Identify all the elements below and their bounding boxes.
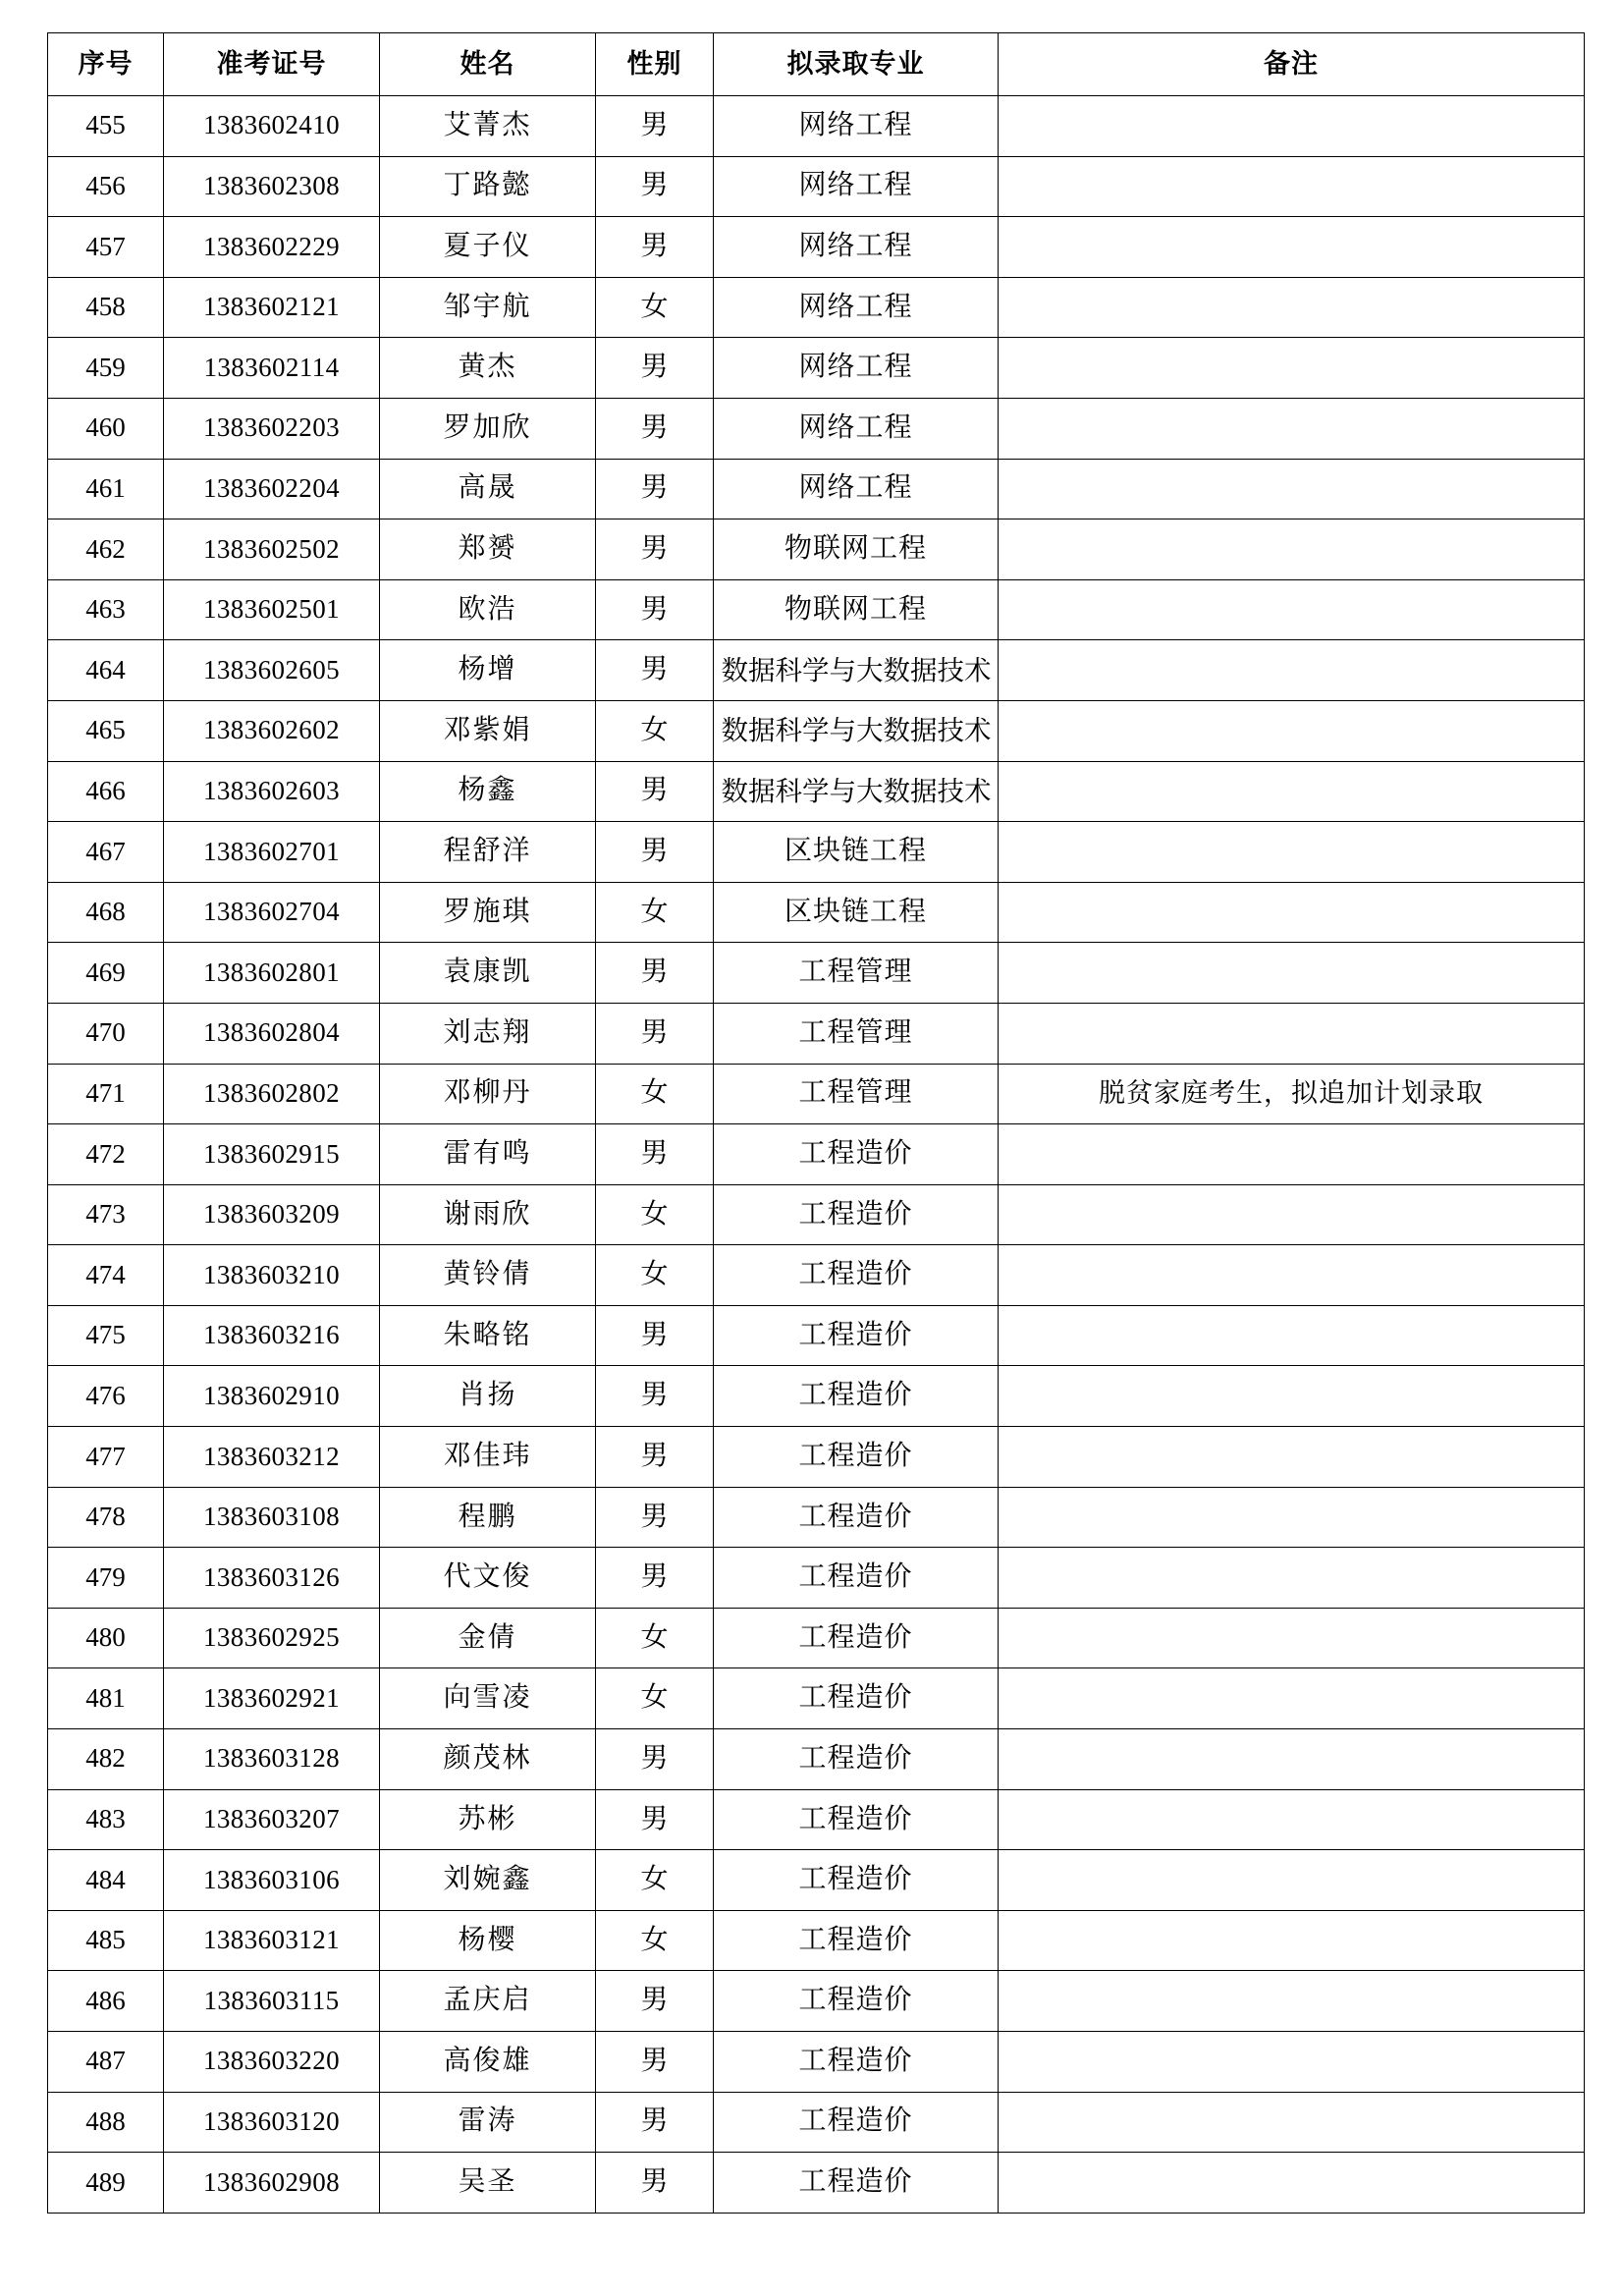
cell-gender: 男: [596, 1789, 714, 1850]
cell-gender: 男: [596, 1305, 714, 1366]
major-text: 工程造价: [798, 1137, 913, 1169]
cell-major: [714, 2032, 999, 2093]
cell-name: 孟庆启: [380, 1971, 596, 2032]
table-row: [48, 822, 1585, 883]
cell-seq: 482: [48, 1729, 164, 1790]
cell-ticket: 1383602501: [164, 579, 380, 640]
cell-remark: [999, 1427, 1585, 1488]
major-text: 网络工程: [798, 109, 913, 140]
cell-seq: 488: [48, 2092, 164, 2153]
cell-major: [714, 1850, 999, 1911]
cell-ticket: 1383602704: [164, 882, 380, 943]
cell-major: [714, 1003, 999, 1064]
cell-name: 邹宇航: [380, 277, 596, 338]
cell-gender: 男: [596, 156, 714, 217]
cell-ticket: 1383603108: [164, 1487, 380, 1548]
cell-seq: 461: [48, 459, 164, 519]
cell-remark: [999, 943, 1585, 1004]
cell-seq: 477: [48, 1427, 164, 1488]
cell-name: 向雪凌: [380, 1668, 596, 1729]
cell-seq: 471: [48, 1064, 164, 1124]
cell-name: 刘婉鑫: [380, 1850, 596, 1911]
cell-seq: 475: [48, 1305, 164, 1366]
cell-name: 杨增: [380, 640, 596, 701]
cell-seq: 467: [48, 822, 164, 883]
major-text: 工程造价: [798, 1561, 913, 1593]
cell-name: 吴圣: [380, 2153, 596, 2214]
cell-major: [714, 338, 999, 399]
cell-major: [714, 1971, 999, 2032]
table-row: [48, 1910, 1585, 1971]
cell-major: [714, 822, 999, 883]
table-row: [48, 96, 1585, 157]
table-header: [48, 33, 1585, 96]
table-row: [48, 1487, 1585, 1548]
cell-name: 朱略铭: [380, 1305, 596, 1366]
cell-name: 黄铃倩: [380, 1245, 596, 1306]
cell-gender: 女: [596, 1064, 714, 1124]
cell-remark: [999, 1910, 1585, 1971]
cell-name: 袁康凯: [380, 943, 596, 1004]
table-row: [48, 882, 1585, 943]
cell-seq: 470: [48, 1003, 164, 1064]
major-text: 工程管理: [798, 1077, 913, 1109]
cell-seq: 476: [48, 1366, 164, 1427]
cell-name: 程鹏: [380, 1487, 596, 1548]
major-text: 工程造价: [798, 2166, 913, 2198]
cell-seq: 478: [48, 1487, 164, 1548]
cell-name: 黄杰: [380, 338, 596, 399]
column-header-name: 姓名: [380, 33, 596, 96]
cell-gender: 女: [596, 700, 714, 761]
major-text: 工程造价: [798, 1501, 913, 1532]
table-row: [48, 943, 1585, 1004]
table-row: [48, 156, 1585, 217]
major-text: 工程造价: [798, 1440, 913, 1471]
cell-major: [714, 217, 999, 278]
cell-remark: [999, 1789, 1585, 1850]
cell-gender: 男: [596, 96, 714, 157]
table-row: [48, 1548, 1585, 1609]
table-row: [48, 2153, 1585, 2214]
cell-name: 肖扬: [380, 1366, 596, 1427]
cell-gender: 男: [596, 1729, 714, 1790]
major-text: 工程造价: [798, 1864, 913, 1895]
cell-seq: 468: [48, 882, 164, 943]
cell-seq: 489: [48, 2153, 164, 2214]
cell-gender: 男: [596, 1971, 714, 2032]
cell-remark: [999, 398, 1585, 459]
cell-major: [714, 2092, 999, 2153]
table-row: [48, 277, 1585, 338]
cell-ticket: 1383603121: [164, 1910, 380, 1971]
major-text: 物联网工程: [784, 593, 927, 625]
cell-seq: 469: [48, 943, 164, 1004]
cell-remark: [999, 1850, 1585, 1911]
cell-gender: 男: [596, 943, 714, 1004]
cell-remark: [999, 1305, 1585, 1366]
cell-gender: 女: [596, 1608, 714, 1668]
cell-major: [714, 1487, 999, 1548]
major-text: 工程造价: [798, 1985, 913, 2016]
major-text: 工程管理: [798, 957, 913, 988]
cell-major: [714, 519, 999, 580]
table-row: [48, 398, 1585, 459]
cell-ticket: 1383602915: [164, 1124, 380, 1185]
column-header-remark: 备注: [999, 33, 1585, 96]
cell-name: 代文俊: [380, 1548, 596, 1609]
cell-ticket: 1383603128: [164, 1729, 380, 1790]
table-row: [48, 1124, 1585, 1185]
cell-gender: 男: [596, 2032, 714, 2093]
cell-gender: 男: [596, 2153, 714, 2214]
cell-name: 金倩: [380, 1608, 596, 1668]
cell-ticket: 1383602410: [164, 96, 380, 157]
cell-remark: [999, 1366, 1585, 1427]
cell-remark: [999, 700, 1585, 761]
cell-ticket: 1383603120: [164, 2092, 380, 2153]
table-row: [48, 338, 1585, 399]
major-text: 工程造价: [798, 1742, 913, 1774]
major-text: 工程造价: [798, 1924, 913, 1955]
major-text: 工程造价: [798, 1682, 913, 1714]
major-text: 网络工程: [798, 472, 913, 504]
cell-major: [714, 579, 999, 640]
cell-remark: [999, 338, 1585, 399]
cell-seq: 463: [48, 579, 164, 640]
cell-ticket: 1383602602: [164, 700, 380, 761]
cell-seq: 473: [48, 1184, 164, 1245]
table-row: [48, 1003, 1585, 1064]
cell-major: [714, 459, 999, 519]
column-header-gender: 性别: [596, 33, 714, 96]
cell-gender: 男: [596, 1548, 714, 1609]
cell-remark: [999, 822, 1585, 883]
cell-remark: [999, 1668, 1585, 1729]
cell-remark: [999, 156, 1585, 217]
cell-remark: [999, 2092, 1585, 2153]
cell-gender: 男: [596, 338, 714, 399]
cell-ticket: 1383602908: [164, 2153, 380, 2214]
cell-major: [714, 1305, 999, 1366]
cell-remark: 脱贫家庭考生，拟追加计划录取: [999, 1064, 1585, 1124]
cell-name: 苏彬: [380, 1789, 596, 1850]
major-text: 数据科学与大数据技术: [721, 715, 992, 746]
cell-remark: [999, 1487, 1585, 1548]
major-text: 工程管理: [798, 1016, 913, 1048]
cell-gender: 女: [596, 1245, 714, 1306]
cell-ticket: 1383603220: [164, 2032, 380, 2093]
table-row: [48, 1427, 1585, 1488]
cell-ticket: 1383602804: [164, 1003, 380, 1064]
cell-gender: 男: [596, 217, 714, 278]
major-text: 数据科学与大数据技术: [721, 654, 992, 685]
cell-name: 高晟: [380, 459, 596, 519]
cell-remark: [999, 761, 1585, 822]
cell-seq: 465: [48, 700, 164, 761]
cell-major: [714, 1789, 999, 1850]
cell-major: [714, 156, 999, 217]
cell-ticket: 1383603207: [164, 1789, 380, 1850]
cell-gender: 男: [596, 640, 714, 701]
cell-remark: [999, 882, 1585, 943]
table-row: [48, 1729, 1585, 1790]
cell-gender: 女: [596, 1850, 714, 1911]
major-text: 数据科学与大数据技术: [721, 775, 992, 806]
cell-ticket: 1383602605: [164, 640, 380, 701]
major-text: 工程造价: [798, 1259, 913, 1290]
table-row: [48, 1366, 1585, 1427]
column-header-major: 拟录取专业: [714, 33, 999, 96]
cell-name: 高俊雄: [380, 2032, 596, 2093]
table-row: [48, 2032, 1585, 2093]
table-row: [48, 519, 1585, 580]
cell-ticket: 1383602308: [164, 156, 380, 217]
table-row: [48, 579, 1585, 640]
table-row: [48, 1789, 1585, 1850]
cell-gender: 男: [596, 1003, 714, 1064]
major-text: 工程造价: [798, 2045, 913, 2076]
cell-ticket: 1383603210: [164, 1245, 380, 1306]
cell-remark: [999, 96, 1585, 157]
table-row: [48, 1184, 1585, 1245]
cell-ticket: 1383603115: [164, 1971, 380, 2032]
cell-gender: 男: [596, 2092, 714, 2153]
cell-ticket: 1383602921: [164, 1668, 380, 1729]
cell-gender: 男: [596, 519, 714, 580]
cell-ticket: 1383602502: [164, 519, 380, 580]
cell-major: [714, 1668, 999, 1729]
cell-gender: 女: [596, 1184, 714, 1245]
cell-ticket: 1383602910: [164, 1366, 380, 1427]
table-row: [48, 1850, 1585, 1911]
cell-seq: 464: [48, 640, 164, 701]
cell-gender: 男: [596, 761, 714, 822]
cell-gender: 女: [596, 277, 714, 338]
table-row: [48, 700, 1585, 761]
major-text: 物联网工程: [784, 533, 927, 565]
cell-ticket: 1383602802: [164, 1064, 380, 1124]
major-text: 工程造价: [798, 2105, 913, 2137]
table-row: [48, 1668, 1585, 1729]
table-row: [48, 761, 1585, 822]
table-body: [48, 96, 1585, 2214]
cell-name: 刘志翔: [380, 1003, 596, 1064]
cell-remark: [999, 1548, 1585, 1609]
major-text: 网络工程: [798, 231, 913, 262]
cell-major: [714, 1427, 999, 1488]
cell-major: [714, 882, 999, 943]
cell-major: [714, 1548, 999, 1609]
cell-remark: [999, 2032, 1585, 2093]
cell-name: 雷涛: [380, 2092, 596, 2153]
cell-seq: 462: [48, 519, 164, 580]
cell-ticket: 1383602603: [164, 761, 380, 822]
major-text: 工程造价: [798, 1198, 913, 1230]
table-row: [48, 1971, 1585, 2032]
cell-ticket: 1383602204: [164, 459, 380, 519]
column-header-seq: 序号: [48, 33, 164, 96]
major-text: 区块链工程: [784, 836, 927, 867]
cell-ticket: 1383602925: [164, 1608, 380, 1668]
cell-ticket: 1383602801: [164, 943, 380, 1004]
cell-major: [714, 1064, 999, 1124]
cell-gender: 女: [596, 1668, 714, 1729]
cell-seq: 481: [48, 1668, 164, 1729]
cell-seq: 458: [48, 277, 164, 338]
cell-name: 邓柳丹: [380, 1064, 596, 1124]
cell-gender: 女: [596, 882, 714, 943]
cell-major: [714, 640, 999, 701]
cell-major: [714, 2153, 999, 2214]
cell-seq: 457: [48, 217, 164, 278]
table-row: [48, 1064, 1585, 1124]
cell-name: 艾菁杰: [380, 96, 596, 157]
major-text: 工程造价: [798, 1319, 913, 1350]
cell-name: 颜茂林: [380, 1729, 596, 1790]
admission-list-table: [47, 32, 1585, 2214]
cell-gender: 男: [596, 398, 714, 459]
major-text: 区块链工程: [784, 896, 927, 927]
cell-remark: [999, 1184, 1585, 1245]
cell-major: [714, 1910, 999, 1971]
major-text: 工程造价: [798, 1380, 913, 1411]
cell-major: [714, 1184, 999, 1245]
cell-ticket: 1383603212: [164, 1427, 380, 1488]
cell-seq: 459: [48, 338, 164, 399]
cell-ticket: 1383603126: [164, 1548, 380, 1609]
cell-major: [714, 398, 999, 459]
cell-major: [714, 277, 999, 338]
cell-name: 夏子仪: [380, 217, 596, 278]
cell-remark: [999, 1003, 1585, 1064]
cell-remark: [999, 640, 1585, 701]
table-row: [48, 1305, 1585, 1366]
cell-seq: 487: [48, 2032, 164, 2093]
cell-name: 杨鑫: [380, 761, 596, 822]
cell-ticket: 1383603106: [164, 1850, 380, 1911]
cell-major: [714, 1124, 999, 1185]
cell-major: [714, 943, 999, 1004]
cell-major: [714, 1608, 999, 1668]
cell-ticket: 1383603209: [164, 1184, 380, 1245]
cell-gender: 男: [596, 822, 714, 883]
cell-name: 罗施琪: [380, 882, 596, 943]
cell-seq: 486: [48, 1971, 164, 2032]
cell-ticket: 1383602701: [164, 822, 380, 883]
major-text: 网络工程: [798, 170, 913, 201]
cell-remark: [999, 2153, 1585, 2214]
table-row: [48, 1245, 1585, 1306]
cell-gender: 男: [596, 1487, 714, 1548]
cell-gender: 男: [596, 1427, 714, 1488]
cell-ticket: 1383602121: [164, 277, 380, 338]
table-header-row: [48, 33, 1585, 96]
cell-seq: 485: [48, 1910, 164, 1971]
major-text: 网络工程: [798, 291, 913, 322]
cell-name: 杨樱: [380, 1910, 596, 1971]
table-row: [48, 1608, 1585, 1668]
cell-remark: [999, 1971, 1585, 2032]
cell-ticket: 1383602229: [164, 217, 380, 278]
cell-major: [714, 96, 999, 157]
column-header-ticket: 准考证号: [164, 33, 380, 96]
cell-major: [714, 1729, 999, 1790]
table-row: [48, 217, 1585, 278]
cell-name: 谢雨欣: [380, 1184, 596, 1245]
cell-remark: [999, 459, 1585, 519]
cell-major: [714, 761, 999, 822]
cell-name: 郑赟: [380, 519, 596, 580]
cell-seq: 480: [48, 1608, 164, 1668]
major-text: 网络工程: [798, 352, 913, 383]
cell-gender: 男: [596, 1124, 714, 1185]
major-text: 工程造价: [798, 1621, 913, 1653]
cell-name: 邓紫娟: [380, 700, 596, 761]
cell-remark: [999, 1608, 1585, 1668]
cell-gender: 男: [596, 579, 714, 640]
cell-seq: 466: [48, 761, 164, 822]
cell-seq: 456: [48, 156, 164, 217]
cell-ticket: 1383602114: [164, 338, 380, 399]
cell-seq: 472: [48, 1124, 164, 1185]
cell-ticket: 1383603216: [164, 1305, 380, 1366]
major-text: 网络工程: [798, 411, 913, 443]
cell-gender: 男: [596, 459, 714, 519]
major-text: 工程造价: [798, 1803, 913, 1834]
cell-seq: 479: [48, 1548, 164, 1609]
cell-seq: 483: [48, 1789, 164, 1850]
cell-name: 雷有鸣: [380, 1124, 596, 1185]
cell-remark: [999, 217, 1585, 278]
cell-name: 罗加欣: [380, 398, 596, 459]
cell-major: [714, 1245, 999, 1306]
cell-remark: [999, 277, 1585, 338]
cell-name: 丁路懿: [380, 156, 596, 217]
cell-remark: [999, 1124, 1585, 1185]
cell-major: [714, 1366, 999, 1427]
cell-gender: 女: [596, 1910, 714, 1971]
cell-remark: [999, 579, 1585, 640]
table-row: [48, 640, 1585, 701]
table-row: [48, 2092, 1585, 2153]
cell-seq: 474: [48, 1245, 164, 1306]
cell-remark: [999, 1245, 1585, 1306]
cell-ticket: 1383602203: [164, 398, 380, 459]
cell-name: 邓佳玮: [380, 1427, 596, 1488]
cell-remark: [999, 519, 1585, 580]
cell-major: [714, 700, 999, 761]
cell-name: 欧浩: [380, 579, 596, 640]
cell-seq: 455: [48, 96, 164, 157]
table-row: [48, 459, 1585, 519]
cell-seq: 484: [48, 1850, 164, 1911]
cell-name: 程舒洋: [380, 822, 596, 883]
cell-gender: 男: [596, 1366, 714, 1427]
cell-remark: [999, 1729, 1585, 1790]
cell-seq: 460: [48, 398, 164, 459]
